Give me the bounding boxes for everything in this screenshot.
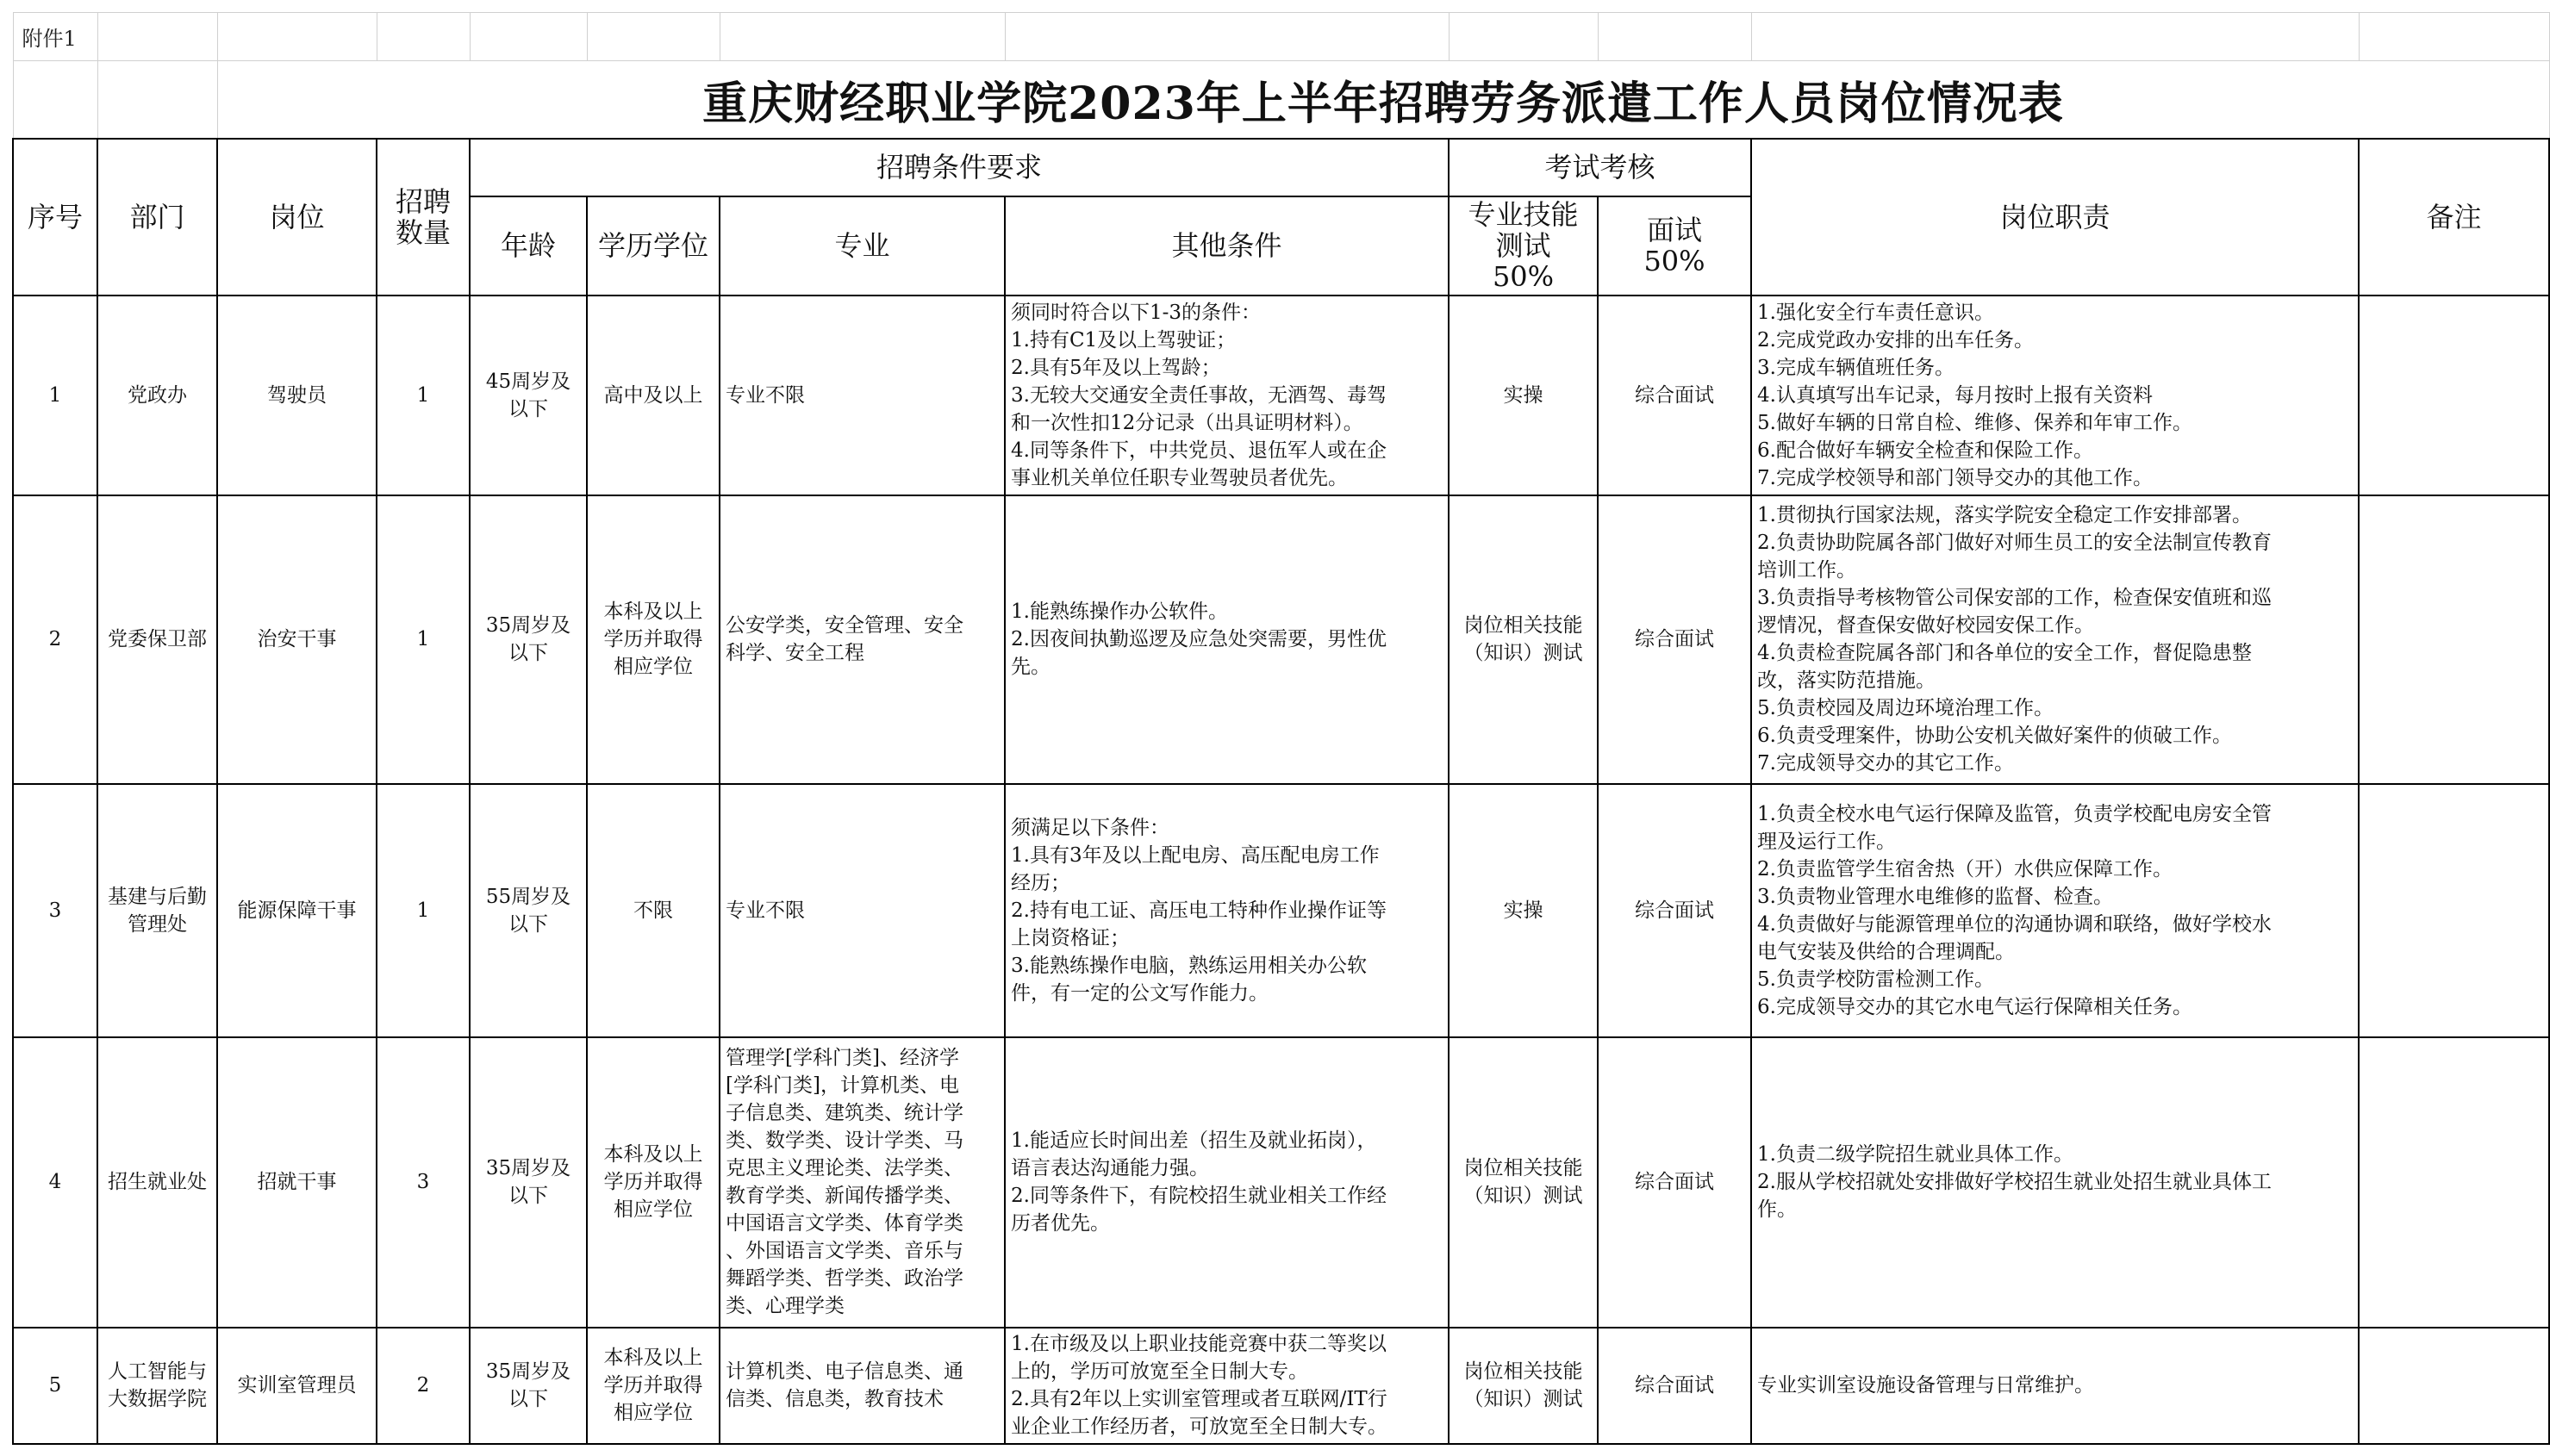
table-row — [13, 1328, 2549, 1444]
cell-duty: 1.强化安全行车责任意识。 2.完成党政办安排的出车任务。 3.完成车辆值班任务。 4.认真填写出车记录，每月按时上报有关资料 5.做好车辆的日常自检、维修、保养和年审工作。 6.配合做好车辆安全检查和保险工作。 7.完成学校领导和部门领导交办的其他工作。 — [1751, 296, 2359, 495]
cell-other: 须同时符合以下1-3的条件： 1.持有C1及以上驾驶证； 2.具有5年及以上驾龄； 3.无较大交通安全责任事故，无酒驾、毒驾 和一次性扣12分记录（出具证明材料）。 4.同等条件下，中共党员、退伍军人或在企 事业机关单位任职专业驾驶员者优先。 — [1005, 296, 1449, 495]
header-index: 序号 — [13, 139, 97, 296]
cell-dept: 党委保卫部 — [97, 495, 217, 784]
cell-interview: 综合面试 — [1598, 784, 1751, 1037]
cell-edu: 本科及以上 学历并取得 相应学位 — [587, 1328, 720, 1444]
title-row — [13, 61, 2549, 139]
job-table — [12, 12, 2550, 1445]
cell-other: 1.能熟练操作办公软件。 2.因夜间执勤巡逻及应急处突需要，男性优 先。 — [1005, 495, 1449, 784]
cell-major: 管理学[学科门类]、经济学 [学科门类]，计算机类、电 子信息类、建筑类、统计学 类、数学类、设计学类、马 克思主义理论类、法学类、 教育学类、新闻传播学类、 中国语言文学类、体育学类 、外国语言文学类、音乐与 舞蹈学类、哲学类、政治学 类、心理学类 — [720, 1037, 1005, 1328]
cell-remark — [2359, 784, 2549, 1037]
cell-interview: 综合面试 — [1598, 1037, 1751, 1328]
cell-skill: 岗位相关技能 （知识）测试 — [1449, 1037, 1598, 1328]
cell-count: 1 — [377, 784, 470, 1037]
cell-index: 4 — [13, 1037, 97, 1328]
cell-index: 5 — [13, 1328, 97, 1444]
cell-skill: 实操 — [1449, 784, 1598, 1037]
header-count: 招聘 数量 — [377, 139, 470, 296]
header-remark: 备注 — [2359, 139, 2549, 296]
header-conditions: 招聘条件要求 — [470, 139, 1449, 196]
header-dept: 部门 — [97, 139, 217, 296]
header-exam: 考试考核 — [1449, 139, 1751, 196]
cell-major: 计算机类、电子信息类、通 信类、信息类，教育技术 — [720, 1328, 1005, 1444]
cell-duty: 1.负责全校水电气运行保障及监管，负责学校配电房安全管 理及运行工作。 2.负责监管学生宿舍热（开）水供应保障工作。 3.负责物业管理水电维修的监督、检查。 4.负责做好与能源管理单位的沟通协调和联络，做好学校水 电气安装及供给的合理调配。 5.负责学校防雷检测工作。 6.完成领导交办的其它水电气运行保障相关任务。 — [1751, 784, 2359, 1037]
cell-interview: 综合面试 — [1598, 495, 1751, 784]
cell-skill: 岗位相关技能 （知识）测试 — [1449, 1328, 1598, 1444]
cell-age: 35周岁及 以下 — [470, 1328, 587, 1444]
cell-count: 1 — [377, 495, 470, 784]
cell-age: 35周岁及 以下 — [470, 1037, 587, 1328]
cell-edu: 本科及以上 学历并取得 相应学位 — [587, 495, 720, 784]
cell-other: 1.能适应长时间出差（招生及就业拓岗）， 语言表达沟通能力强。 2.同等条件下，有院校招生就业相关工作经 历者优先。 — [1005, 1037, 1449, 1328]
cell-edu: 高中及以上 — [587, 296, 720, 495]
table-row — [13, 495, 2549, 784]
cell-index: 1 — [13, 296, 97, 495]
attachment-label: 附件1 — [13, 13, 97, 61]
cell-major: 公安学类，安全管理、安全 科学、安全工程 — [720, 495, 1005, 784]
cell-dept: 人工智能与 大数据学院 — [97, 1328, 217, 1444]
table-row — [13, 1037, 2549, 1328]
cell-skill: 实操 — [1449, 296, 1598, 495]
header-duty: 岗位职责 — [1751, 139, 2359, 296]
cell-remark — [2359, 1037, 2549, 1328]
cell-index: 2 — [13, 495, 97, 784]
cell-dept: 党政办 — [97, 296, 217, 495]
header-other: 其他条件 — [1005, 196, 1449, 296]
cell-age: 55周岁及 以下 — [470, 784, 587, 1037]
table-row — [13, 784, 2549, 1037]
table-row — [13, 296, 2549, 495]
cell-post: 招就干事 — [217, 1037, 377, 1328]
cell-count: 1 — [377, 296, 470, 495]
header-edu: 学历学位 — [587, 196, 720, 296]
cell-edu: 不限 — [587, 784, 720, 1037]
cell-index: 3 — [13, 784, 97, 1037]
page-title: 重庆财经职业学院2023年上半年招聘劳务派遣工作人员岗位情况表 — [217, 61, 2549, 139]
cell-remark — [2359, 296, 2549, 495]
cell-remark — [2359, 495, 2549, 784]
attachment-row — [13, 13, 2549, 61]
cell-remark — [2359, 1328, 2549, 1444]
cell-major: 专业不限 — [720, 296, 1005, 495]
cell-edu: 本科及以上 学历并取得 相应学位 — [587, 1037, 720, 1328]
cell-duty: 1.负责二级学院招生就业具体工作。 2.服从学校招就处安排做好学校招生就业处招生就业具体工 作。 — [1751, 1037, 2359, 1328]
cell-duty: 专业实训室设施设备管理与日常维护。 — [1751, 1328, 2359, 1444]
cell-other: 1.在市级及以上职业技能竞赛中获二等奖以 上的，学历可放宽至全日制大专。 2.具有2年以上实训室管理或者互联网/IT行 业企业工作经历者，可放宽至全日制大专。 — [1005, 1328, 1449, 1444]
cell-age: 35周岁及 以下 — [470, 495, 587, 784]
header-row-1 — [13, 139, 2549, 196]
header-post: 岗位 — [217, 139, 377, 296]
header-skill: 专业技能 测试 50% — [1449, 196, 1598, 296]
cell-interview: 综合面试 — [1598, 1328, 1751, 1444]
cell-duty: 1.贯彻执行国家法规，落实学院安全稳定工作安排部署。 2.负责协助院属各部门做好对师生员工的安全法制宣传教育 培训工作。 3.负责指导考核物管公司保安部的工作，检查保安值班和巡 逻情况，督查保安做好校园安保工作。 4.负责检查院属各部门和各单位的安全工作，督促隐患整 改，落实防范措施。 5.负责校园及周边环境治理工作。 6.负责受理案件，协助公安机关做好案件的侦破工作。 7.完成领导交办的其它工作。 — [1751, 495, 2359, 784]
cell-dept: 基建与后勤 管理处 — [97, 784, 217, 1037]
cell-dept: 招生就业处 — [97, 1037, 217, 1328]
cell-age: 45周岁及 以下 — [470, 296, 587, 495]
cell-count: 3 — [377, 1037, 470, 1328]
cell-post: 驾驶员 — [217, 296, 377, 495]
header-age: 年龄 — [470, 196, 587, 296]
cell-count: 2 — [377, 1328, 470, 1444]
cell-major: 专业不限 — [720, 784, 1005, 1037]
cell-post: 能源保障干事 — [217, 784, 377, 1037]
header-major: 专业 — [720, 196, 1005, 296]
header-interview: 面试 50% — [1598, 196, 1751, 296]
cell-post: 治安干事 — [217, 495, 377, 784]
cell-other: 须满足以下条件： 1.具有3年及以上配电房、高压配电房工作 经历； 2.持有电工证、高压电工特种作业操作证等 上岗资格证； 3.能熟练操作电脑，熟练运用相关办公软 件，有一定的公文写作能力。 — [1005, 784, 1449, 1037]
cell-interview: 综合面试 — [1598, 296, 1751, 495]
cell-skill: 岗位相关技能 （知识）测试 — [1449, 495, 1598, 784]
cell-post: 实训室管理员 — [217, 1328, 377, 1444]
